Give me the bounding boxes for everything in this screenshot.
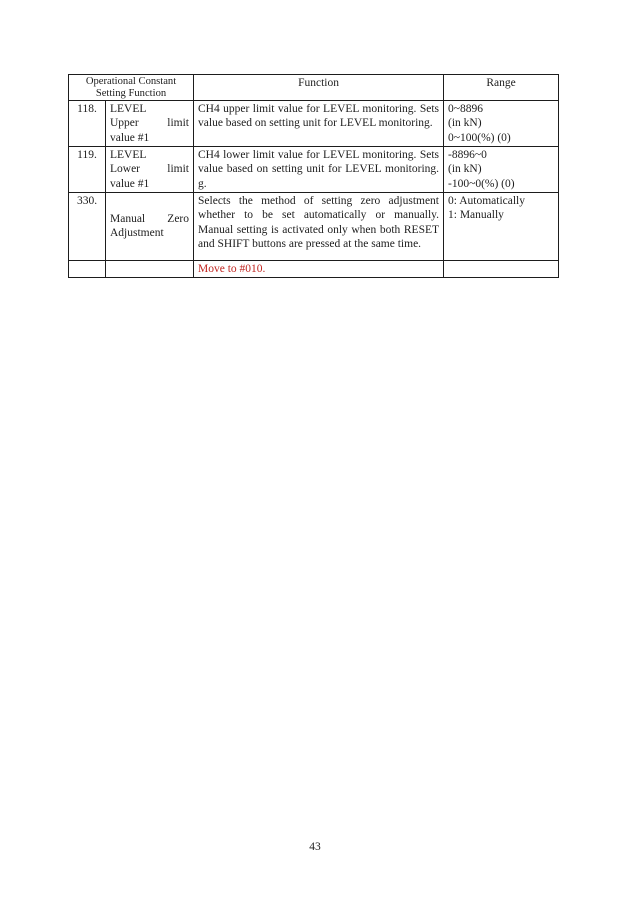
function-description-cell: Selects the method of setting zero adjustment whether to be set automatically or manually. Manual setting is activated only when both RESET and SHIFT buttons are pressed at the same time. bbox=[194, 192, 444, 260]
range-line: 1: Manually bbox=[448, 209, 504, 222]
header-operational-constant bbox=[69, 75, 194, 101]
table-header bbox=[69, 75, 559, 101]
setting-name-line: Manual Zero bbox=[110, 213, 190, 226]
range-line: 0: Automatically bbox=[448, 194, 525, 207]
function-description-cell: CH4 lower limit value for LEVEL monitoring. Sets value based on setting unit for LEVEL monitoring. g. bbox=[194, 147, 444, 193]
header-row bbox=[69, 75, 559, 101]
header-group-line1: Operational Constant bbox=[85, 76, 177, 87]
setting-name-line: Upper limit bbox=[110, 117, 190, 130]
setting-name-cell bbox=[106, 101, 194, 147]
table-row bbox=[69, 101, 559, 147]
table-row bbox=[69, 260, 559, 277]
range-line: (in kN) bbox=[448, 117, 482, 130]
setting-name-line: Adjustment bbox=[110, 227, 164, 240]
table-row bbox=[69, 147, 559, 193]
setting-name-line: value #1 bbox=[110, 177, 150, 190]
constant-number-cell: 118. bbox=[69, 101, 106, 147]
range-cell bbox=[444, 101, 559, 147]
header-range: Range bbox=[444, 75, 559, 101]
range-line: 0~8896 bbox=[448, 103, 483, 116]
setting-name-cell bbox=[106, 192, 194, 260]
setting-name-cell bbox=[106, 260, 194, 277]
operational-constants-table bbox=[68, 74, 559, 278]
move-note-cell: Move to #010. bbox=[194, 260, 444, 277]
range-cell bbox=[444, 147, 559, 193]
setting-name-line: LEVEL bbox=[110, 103, 147, 116]
constant-number-cell bbox=[69, 260, 106, 277]
constant-number-cell: 119. bbox=[69, 147, 106, 193]
range-cell bbox=[444, 192, 559, 260]
setting-name-line: LEVEL bbox=[110, 149, 147, 162]
page-number: 43 bbox=[309, 841, 321, 853]
range-line: -8896~0 bbox=[448, 149, 487, 162]
range-line: (in kN) bbox=[448, 163, 482, 176]
range-cell bbox=[444, 260, 559, 277]
header-group-line2: Setting Function bbox=[95, 87, 167, 99]
table-row bbox=[69, 192, 559, 260]
setting-name-cell bbox=[106, 147, 194, 193]
range-line: -100~0(%) (0) bbox=[448, 177, 515, 190]
setting-name-line: Lower limit bbox=[110, 163, 190, 176]
setting-name-line: value #1 bbox=[110, 131, 150, 144]
header-function: Function bbox=[194, 75, 444, 101]
function-description-cell: CH4 upper limit value for LEVEL monitoring. Sets value based on setting unit for LEVEL monitoring. bbox=[194, 101, 444, 147]
range-line: 0~100(%) (0) bbox=[448, 131, 511, 144]
table-body bbox=[69, 101, 559, 278]
constant-number-cell: 330. bbox=[69, 192, 106, 260]
